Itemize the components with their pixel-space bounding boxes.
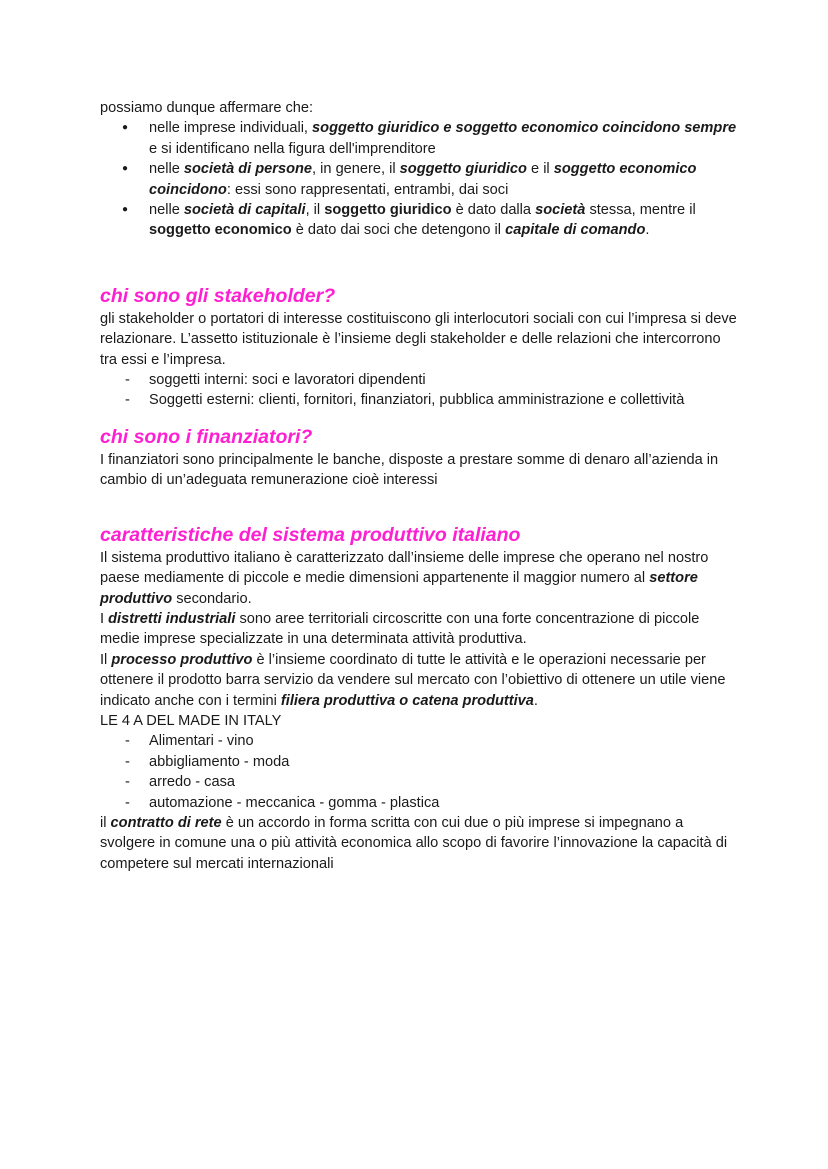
list-item: - abbigliamento - moda <box>100 752 740 772</box>
stakeholder-text: gli stakeholder o portatori di interesse costituiscono gli interlocutori sociali con cui l’impresa si deve relazionare. L’assetto istituzionale è l’insieme degli stakeholder e delle relazioni che intercorrono tra essi e l’impresa. <box>100 310 737 368</box>
made-in-italy-list <box>100 731 740 813</box>
processo-paragraph: Il processo produttivo è l’insieme coordinato di tutte le attività e le operazioni necessarie per ottenere il prodotto barra servizio da vendere sul mercato con l’obiettivo di ottenere un utile viene indicato anche con i termini filiera produttiva o catena produttiva. <box>100 651 726 709</box>
sistema-heading: caratteristiche del sistema produttivo italiano <box>100 523 521 546</box>
stakeholder-list <box>100 370 740 411</box>
document-page <box>100 98 740 874</box>
stakeholder-heading: chi sono gli stakeholder? <box>100 284 336 307</box>
list-item: - arredo - casa <box>100 772 740 792</box>
bullet-item: ● nelle società di persone, in genere, il soggetto giuridico e il soggetto economico coincidono: essi sono rappresentati, entrambi, dai soci <box>100 159 740 200</box>
intro-text: possiamo dunque affermare che: <box>100 100 314 116</box>
made-in-italy-label: LE 4 A DEL MADE IN ITALY <box>100 712 282 729</box>
list-item: - Alimentari - vino <box>100 731 740 751</box>
finanziatori-heading: chi sono i finanziatori? <box>100 425 313 448</box>
subject-bullet-list <box>100 118 740 240</box>
bullet-item: ● nelle imprese individuali, soggetto giuridico e soggetto economico coincidono sempre e si identificano nella figura dell'imprenditore <box>100 118 740 159</box>
contratto-paragraph: il contratto di rete è un accordo in forma scritta con cui due o più imprese si impegnano a svolgere in comune una o più attività economica allo scopo di favorire l’innovazione la capacità di competere sul mercati internazionali <box>100 814 728 872</box>
finanziatori-text: I finanziatori sono principalmente le banche, disposte a prestare somme di denaro all’azienda in cambio di un’adeguata remunerazione cioè interessi <box>100 451 719 489</box>
list-item: - Soggetti esterni: clienti, fornitori, finanziatori, pubblica amministrazione e collettività <box>100 390 740 410</box>
sistema-paragraph: Il sistema produttivo italiano è caratterizzato dall’insieme delle imprese che operano nel nostro paese mediamente di piccole e medie dimensioni appartenente il maggior numero al settore produttivo secondario. <box>100 549 709 607</box>
list-item: - automazione - meccanica - gomma - plastica <box>100 793 740 813</box>
bullet-item: ● nelle società di capitali, il soggetto giuridico è dato dalla società stessa, mentre il soggetto economico è dato dai soci che detengono il capitale di comando. <box>100 200 740 241</box>
list-item: - soggetti interni: soci e lavoratori dipendenti <box>100 370 740 390</box>
distretti-paragraph: I distretti industriali sono aree territoriali circoscritte con una forte concentrazione di piccole medie imprese specializzate in una determinata attività produttiva. <box>100 610 700 648</box>
